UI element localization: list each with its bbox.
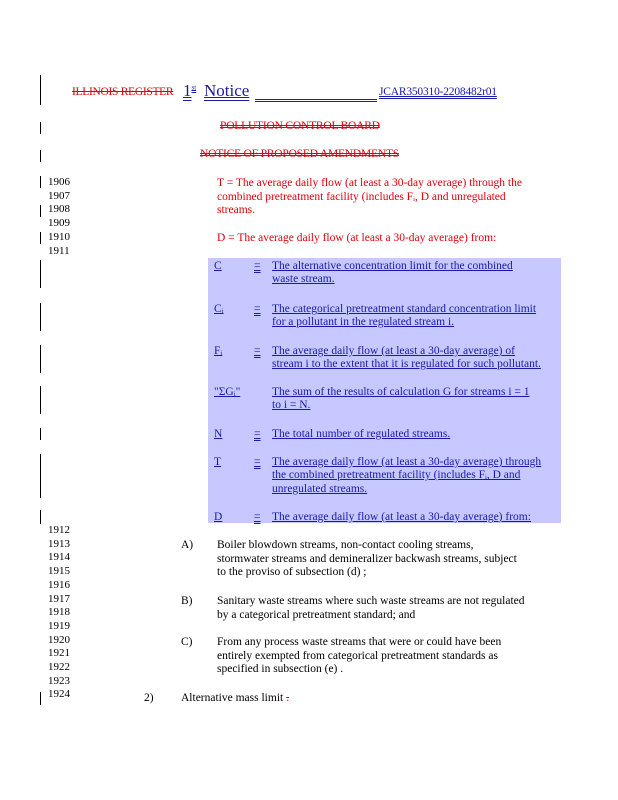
def-symbol: C (214, 260, 222, 272)
def-equals: = (254, 511, 261, 523)
def-equals: = (254, 456, 261, 468)
def-text: The average daily flow (at least a 30-day average) from: (272, 511, 531, 523)
item-label: C) (181, 636, 193, 648)
register-title: ILLINOIS REGISTER (72, 86, 174, 98)
def-equals: = (254, 428, 261, 440)
notice-label: Notice (204, 81, 250, 100)
item-text: From any process waste streams that were or could have been entirely exempted from categorical pretreatment standards as specified in subsection (e) . (217, 636, 502, 676)
deleted-t-definition: T = The average daily flow (at least a 30-day average) through the combined pretreatment facility (includes Fᵢ, D and unregulated streams. (217, 177, 522, 217)
def-text: The sum of the results of calculation G for streams i = 1 to i = N. (272, 386, 530, 412)
def-symbol: D (214, 511, 223, 523)
section-heading: Alternative mass limit . (181, 692, 290, 704)
def-text: The average daily flow (at least a 30-day average) of stream i to the extent that it is regulated for such pollutant. (272, 345, 541, 371)
change-bar (40, 176, 41, 188)
def-text: The categorical pretreatment standard concentration limit for a pollutant in the regulated stream i. (272, 303, 537, 329)
item-text: Boiler blowdown streams, non-contact cooling streams, stormwater streams and demineralizer backwash streams, subject to the proviso of subsection (d) ; (217, 539, 517, 579)
doc-code: JCAR350310-2208482r01 (379, 86, 497, 98)
change-bar (40, 510, 41, 524)
change-bar (40, 345, 41, 373)
item-label: B) (181, 595, 193, 607)
change-bar (40, 122, 41, 134)
line-numbers-top: 1906 1907 1908 1909 1910 1911 (48, 176, 70, 257)
change-bar (40, 454, 41, 498)
change-bar (40, 303, 41, 331)
change-bar (40, 692, 41, 705)
change-bar (40, 260, 41, 288)
page-number: 1st (183, 81, 197, 100)
item-label: A) (181, 539, 194, 551)
change-bar (40, 150, 41, 162)
def-text: The average daily flow (at least a 30-day average) through the combined pretreatment facility (includes Fᵢ, D and unregulated streams. (272, 456, 542, 495)
notice-title: NOTICE OF PROPOSED AMENDMENTS (200, 148, 399, 160)
def-symbol: N (214, 428, 223, 440)
def-symbol: Fᵢ (214, 345, 223, 357)
line-numbers-bottom: 1912 1913 1914 1915 1916 1917 1918 1919 1920 1921 1922 1923 1924 (48, 524, 70, 701)
header-rule (255, 99, 377, 102)
board-title: POLLUTION CONTROL BOARD (220, 120, 380, 132)
change-bar (40, 75, 41, 105)
change-bar (40, 428, 41, 440)
def-symbol: T (214, 456, 222, 468)
def-equals: = (254, 303, 261, 315)
def-symbol: "ΣGᵢ" (214, 386, 241, 398)
change-bar (40, 386, 41, 414)
def-equals: = (254, 260, 261, 272)
change-bar (40, 232, 41, 244)
def-text: The total number of regulated streams. (272, 428, 451, 440)
def-symbol: Cᵢ (214, 303, 224, 315)
section-label: 2) (144, 692, 154, 704)
deleted-d-definition: D = The average daily flow (at least a 30-day average) from: (217, 232, 497, 244)
item-text: Sanitary waste streams where such waste streams are not regulated by a categorical pretreatment standard; and (217, 595, 525, 621)
def-text: The alternative concentration limit for the combined waste stream. (272, 260, 513, 286)
def-equals: = (254, 345, 261, 357)
change-bar (40, 205, 41, 217)
